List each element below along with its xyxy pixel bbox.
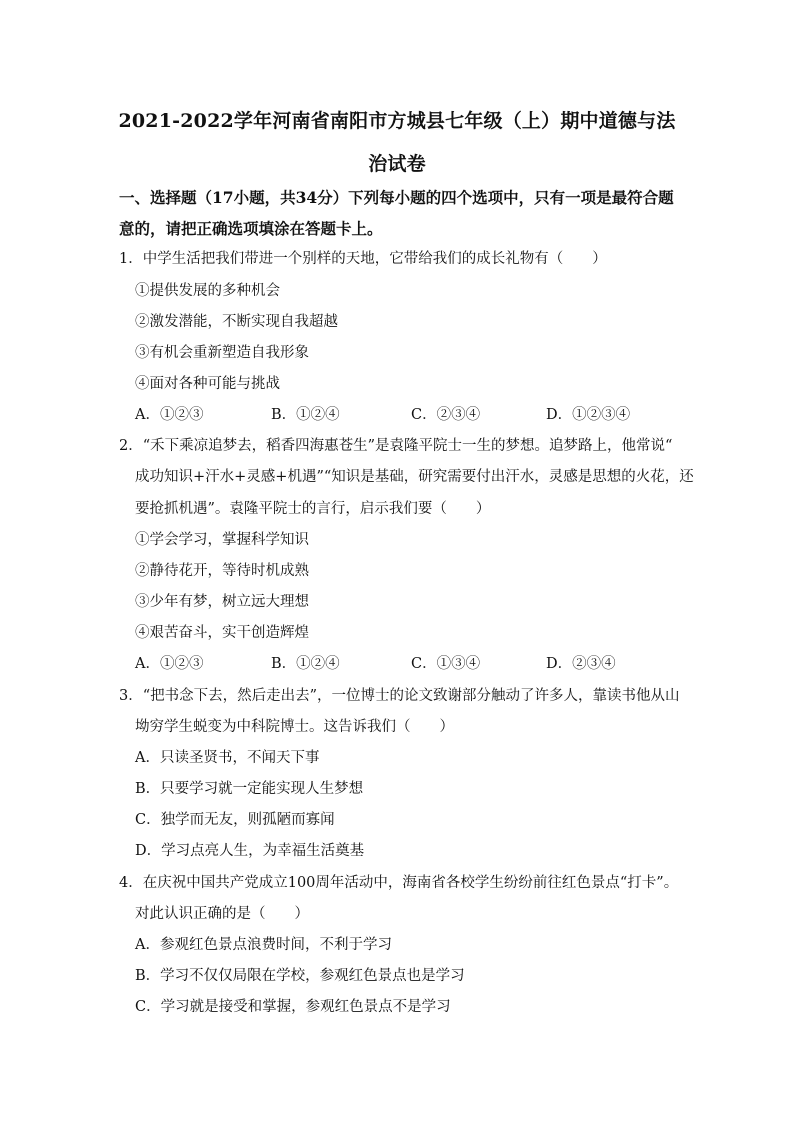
section-heading: 一、选择题（17小题，共34分）下列每小题的四个选项中，只有一项是最符合题意的，请把正确选项填涂在答题卡上。 <box>119 188 674 238</box>
exam-title-line2: 治试卷 <box>368 153 426 175</box>
q4-stem-line1: 4．在庆祝中国共产党成立100周年活动中，海南省各校学生纷纷前往红色景点“打卡”。 <box>119 875 679 891</box>
exam-title-line1: 2021-2022学年河南省南阳市方城县七年级（上）期中道德与法 <box>118 110 676 132</box>
q1-item-4: ④面对各种可能与挑战 <box>135 376 280 392</box>
q1-item-2: ②激发潜能，不断实现自我超越 <box>135 314 338 330</box>
q2-option-d: D．②③④ <box>546 656 616 672</box>
q1-item-1: ①提供发展的多种机会 <box>135 283 280 299</box>
q2-item-4: ④艰苦奋斗，实干创造辉煌 <box>135 625 309 641</box>
q2-stem-line2: 成功知识+汗水+灵感+机遇”“知识是基础，研究需要付出汗水，灵感是思想的火花，还 <box>135 469 694 485</box>
q2-item-1: ①学会学习，掌握科学知识 <box>135 532 309 548</box>
q2-option-a: A．①②③ <box>135 656 204 672</box>
q3-option-d: D．学习点亮人生，为幸福生活奠基 <box>135 843 365 859</box>
q2-stem-line1: 2．“禾下乘凉追梦去，稻香四海惠苍生”是袁隆平院士一生的梦想。追梦路上，他常说“ <box>119 438 673 454</box>
q4-option-b: B．学习不仅仅局限在学校，参观红色景点也是学习 <box>135 968 465 984</box>
q4-option-a: A．参观红色景点浪费时间，不利于学习 <box>135 937 392 953</box>
q2-stem-line3: 要抢抓机遇”。袁隆平院士的言行，启示我们要（ ） <box>135 501 491 517</box>
q3-stem-line2: 坳穷学生蜕变为中科院博士。这告诉我们（ ） <box>135 719 454 735</box>
q2-item-3: ③少年有梦，树立远大理想 <box>135 594 309 610</box>
q1-option-c: C．②③④ <box>411 407 481 423</box>
q1-option-d: D．①②③④ <box>546 407 631 423</box>
q3-option-c: C．独学而无友，则孤陋而寡闻 <box>135 812 335 828</box>
q4-option-c: C．学习就是接受和掌握，参观红色景点不是学习 <box>135 999 451 1015</box>
q1-option-b: B．①②④ <box>271 407 340 423</box>
q3-stem-line1: 3．“把书念下去，然后走出去”，一位博士的论文致谢部分触动了许多人，靠读书他从山 <box>119 688 680 704</box>
q4-stem-line2: 对此认识正确的是（ ） <box>135 906 309 922</box>
q3-option-a: A．只读圣贤书，不闻天下事 <box>135 750 320 766</box>
q2-option-c: C．①③④ <box>411 656 481 672</box>
q2-item-2: ②静待花开，等待时机成熟 <box>135 563 309 579</box>
q1-option-a: A．①②③ <box>135 407 204 423</box>
q2-option-b: B．①②④ <box>271 656 340 672</box>
q1-stem: 1．中学生活把我们带进一个别样的天地，它带给我们的成长礼物有（ ） <box>119 251 607 267</box>
q1-item-3: ③有机会重新塑造自我形象 <box>135 345 309 361</box>
q3-option-b: B．只要学习就一定能实现人生梦想 <box>135 781 364 797</box>
